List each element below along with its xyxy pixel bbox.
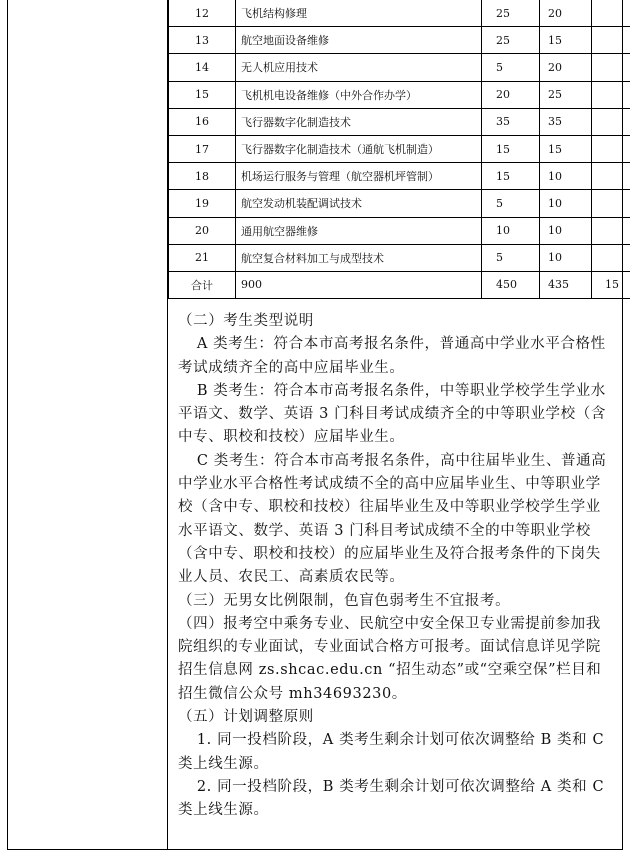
plan-count-c: [592, 217, 630, 244]
plan-count-b: 25: [540, 81, 592, 108]
total-label: 合计: [169, 271, 236, 298]
row-number: 20: [169, 217, 236, 244]
enrollment-plan-table: [168, 0, 630, 299]
table-row: [169, 81, 630, 108]
total-row: [169, 271, 630, 298]
table-row: [169, 27, 630, 54]
row-number: 18: [169, 163, 236, 190]
plan-count-c: [592, 0, 630, 27]
major-name: 飞行器数字化制造技术（通航飞机制造）: [236, 135, 482, 162]
plan-count-b: 35: [540, 108, 592, 135]
table-row: [169, 190, 630, 217]
major-name: 机场运行服务与管理（航空器机坪管制）: [236, 163, 482, 190]
row-number: 21: [169, 244, 236, 271]
total-a: 450: [482, 271, 540, 298]
table-row: [169, 108, 630, 135]
major-name: 通用航空器维修: [236, 217, 482, 244]
total-b: 435: [540, 271, 592, 298]
plan-count-a: 5: [482, 54, 540, 81]
document-frame: [7, 0, 623, 850]
section-5-title: （五）计划调整原则: [178, 709, 314, 726]
section-2-title: （二）考生类型说明: [178, 313, 314, 329]
plan-count-b: 10: [540, 244, 592, 271]
adjust-rule-1: 1. 同一投档阶段，A 类考生剩余计划可依次调整给 B 类和 C 类上线生源。: [178, 732, 605, 772]
row-number: 19: [169, 190, 236, 217]
plan-count-b: 15: [540, 135, 592, 162]
table-row: [169, 244, 630, 271]
adjust-rule-2: 2. 同一投档阶段，B 类考生剩余计划可依次调整给 A 类和 C 类上线生源。: [178, 778, 605, 819]
plan-count-a: 5: [482, 244, 540, 271]
plan-count-b: 20: [540, 54, 592, 81]
plan-count-c: [592, 54, 630, 81]
notes-section: [168, 306, 623, 823]
major-name: 飞机机电设备维修（中外合作办学）: [236, 81, 482, 108]
plan-count-c: [592, 108, 630, 135]
plan-count-c: [592, 135, 630, 162]
plan-count-c: [592, 190, 630, 217]
table-row: [169, 54, 630, 81]
major-name: 飞机结构修理: [236, 0, 482, 27]
plan-count-b: 10: [540, 163, 592, 190]
row-number: 16: [169, 108, 236, 135]
plan-count-a: 20: [482, 81, 540, 108]
total-name-cell: 900: [236, 271, 482, 298]
section-4-text: （四）报考空中乘务专业、民航空中安全保卫专业需提前参加我院组织的专业面试，专业面试合格方可报考。面试信息详见学院招生信息网 zs.shcac.edu.cn “招生动态”或“空乘空保”栏目和招生微信公众号 mh34693230。: [178, 615, 602, 702]
type-b-description: B 类考生：符合本市高考报名条件，中等职业学校学生学业水平语文、数学、英语 3 门科目考试成绩齐全的中等职业学校（含中专、职校和技校）应届毕业生。: [178, 382, 606, 446]
major-name: 无人机应用技术: [236, 54, 482, 81]
plan-count-c: [592, 81, 630, 108]
plan-count-a: 25: [482, 27, 540, 54]
total-c: 15: [592, 271, 630, 298]
plan-count-a: 15: [482, 163, 540, 190]
plan-count-a: 5: [482, 190, 540, 217]
plan-count-b: 20: [540, 0, 592, 27]
table-row: [169, 217, 630, 244]
plan-count-a: 15: [482, 135, 540, 162]
table-row: [169, 0, 630, 27]
plan-count-a: 35: [482, 108, 540, 135]
section-3-text: （三）无男女比例限制，色盲色弱考生不宜报考。: [178, 592, 511, 609]
plan-count-a: 10: [482, 217, 540, 244]
table-row: [169, 163, 630, 190]
type-c-description: C 类考生：符合本市高考报名条件，高中往届毕业生、普通高中学业水平合格性考试成绩不全的高中应届毕业生、中等职业学校（含中专、职校和技校）往届毕业生及中等职业学校学生学业水平语文、数学、英语 3 门科目考试成绩不全的中等职业学校（含中专、职校和技校）的应届毕业生及符合报考条件的下岗失业人员、农民工、高素质农民等。: [178, 452, 607, 586]
left-merged-column: [8, 0, 168, 849]
row-number: 14: [169, 54, 236, 81]
row-number: 17: [169, 135, 236, 162]
plan-count-b: 15: [540, 27, 592, 54]
plan-count-a: 25: [482, 0, 540, 27]
type-a-description: A 类考生：符合本市高考报名条件，普通高中学业水平合格性考试成绩齐全的高中应届毕业生。: [178, 336, 606, 376]
row-number: 13: [169, 27, 236, 54]
plan-count-b: 10: [540, 190, 592, 217]
major-name: 航空地面设备维修: [236, 27, 482, 54]
plan-count-c: [592, 163, 630, 190]
row-number: 15: [169, 81, 236, 108]
table-row: [169, 135, 630, 162]
row-number: 12: [169, 0, 236, 27]
major-name: 飞行器数字化制造技术: [236, 108, 482, 135]
plan-count-b: 10: [540, 217, 592, 244]
plan-count-c: [592, 244, 630, 271]
major-name: 航空复合材料加工与成型技术: [236, 244, 482, 271]
major-name: 航空发动机装配调试技术: [236, 190, 482, 217]
plan-count-c: [592, 27, 630, 54]
